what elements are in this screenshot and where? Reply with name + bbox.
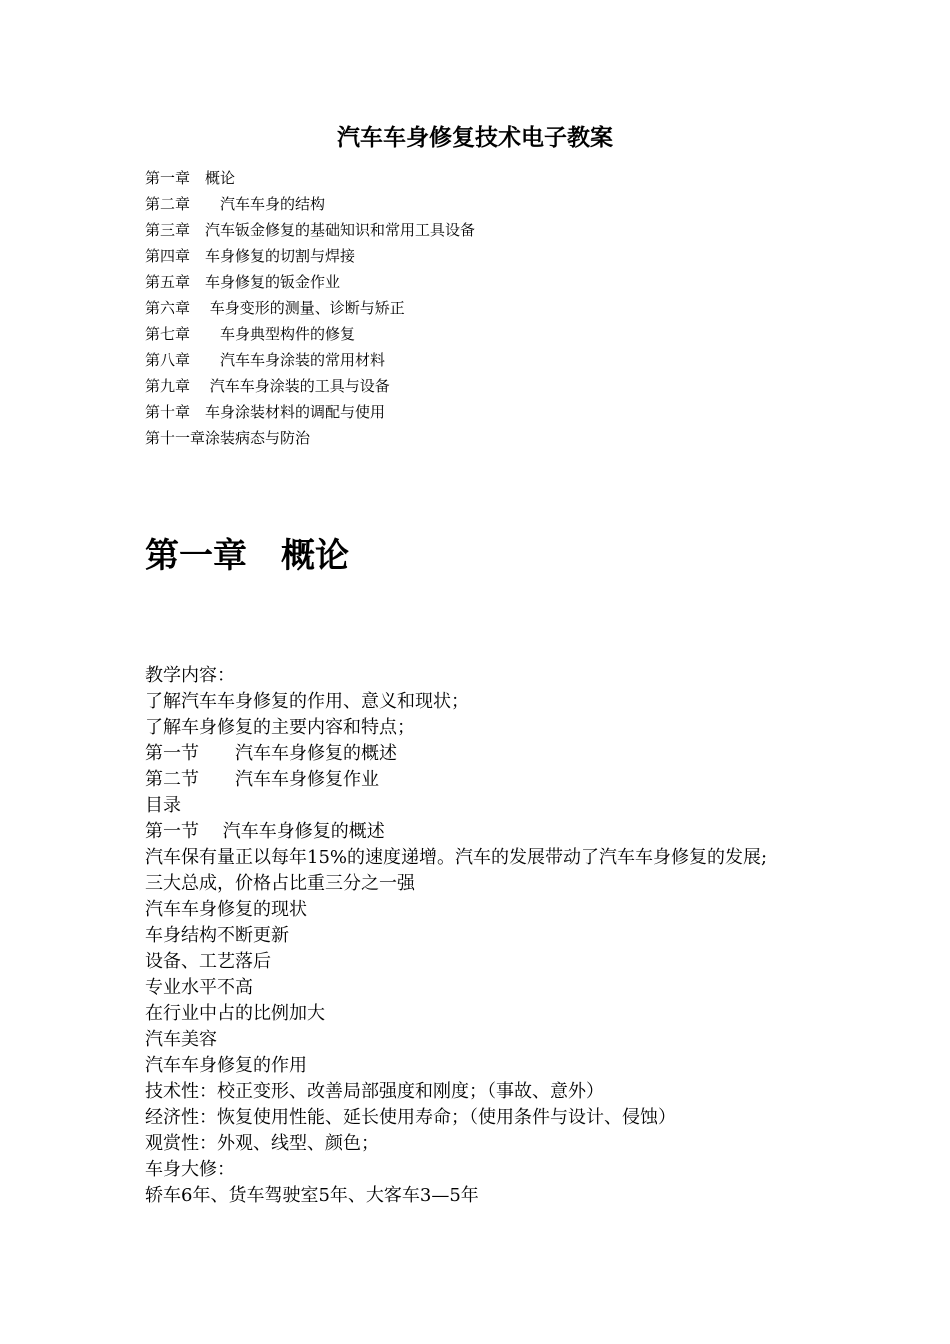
body-line: 第二节 汽车车身修复作业 [145, 769, 379, 790]
toc-item: 第四章 车身修复的切割与焊接 [145, 247, 356, 265]
body-line: 观赏性：外观、线型、颜色； [145, 1133, 379, 1154]
toc-item: 第十章 车身涂装材料的调配与使用 [145, 403, 386, 421]
toc-item: 第六章 车身变形的测量、诊断与矫正 [145, 299, 405, 317]
body-line: 教学内容： [145, 665, 235, 686]
body-line: 汽车车身修复的现状 [145, 899, 307, 920]
body-line: 了解车身修复的主要内容和特点； [145, 717, 415, 738]
toc-item: 第九章 汽车车身涂装的工具与设备 [145, 377, 390, 395]
toc-item: 第二章 汽车车身的结构 [145, 195, 326, 213]
document-title: 汽车车身修复技术电子教案 [337, 124, 613, 151]
body-line: 汽车车身修复的作用 [145, 1055, 307, 1076]
chapter-heading: 第一章 概论 [145, 536, 349, 576]
body-line: 汽车美容 [145, 1029, 217, 1050]
body-line: 三大总成，价格占比重三分之一强 [145, 873, 415, 894]
body-line: 设备、工艺落后 [145, 951, 271, 972]
toc-item: 第八章 汽车车身涂装的常用材料 [145, 351, 386, 369]
body-line: 第一节 汽车车身修复的概述 [145, 743, 397, 764]
body-line: 经济性：恢复使用性能、延长使用寿命；（使用条件与设计、侵蚀） [145, 1107, 676, 1128]
toc-item: 第三章 汽车钣金修复的基础知识和常用工具设备 [145, 221, 476, 239]
body-line: 在行业中占的比例加大 [145, 1003, 325, 1024]
body-line: 轿车6年、货车驾驶室5年、大客车3—5年 [145, 1185, 479, 1206]
body-line: 目录 [145, 795, 181, 816]
body-line: 了解汽车车身修复的作用、意义和现状； [145, 691, 469, 712]
toc-item: 第一章 概论 [145, 169, 236, 187]
body-line: 第一节 汽车车身修复的概述 [145, 821, 385, 842]
toc-item: 第七章 车身典型构件的修复 [145, 325, 356, 343]
body-line: 专业水平不高 [145, 977, 253, 998]
chapter-body [145, 663, 767, 1209]
body-line: 技术性：校正变形、改善局部强度和刚度；（事故、意外） [145, 1081, 604, 1102]
body-line: 车身大修： [145, 1159, 235, 1180]
table-of-contents [145, 165, 475, 451]
body-line: 汽车保有量正以每年15%的速度递增。汽车的发展带动了汽车车身修复的发展; [145, 847, 768, 868]
body-line: 车身结构不断更新 [145, 925, 289, 946]
toc-item: 第五章 车身修复的钣金作业 [145, 273, 341, 291]
toc-item: 第十一章涂装病态与防治 [145, 429, 311, 447]
